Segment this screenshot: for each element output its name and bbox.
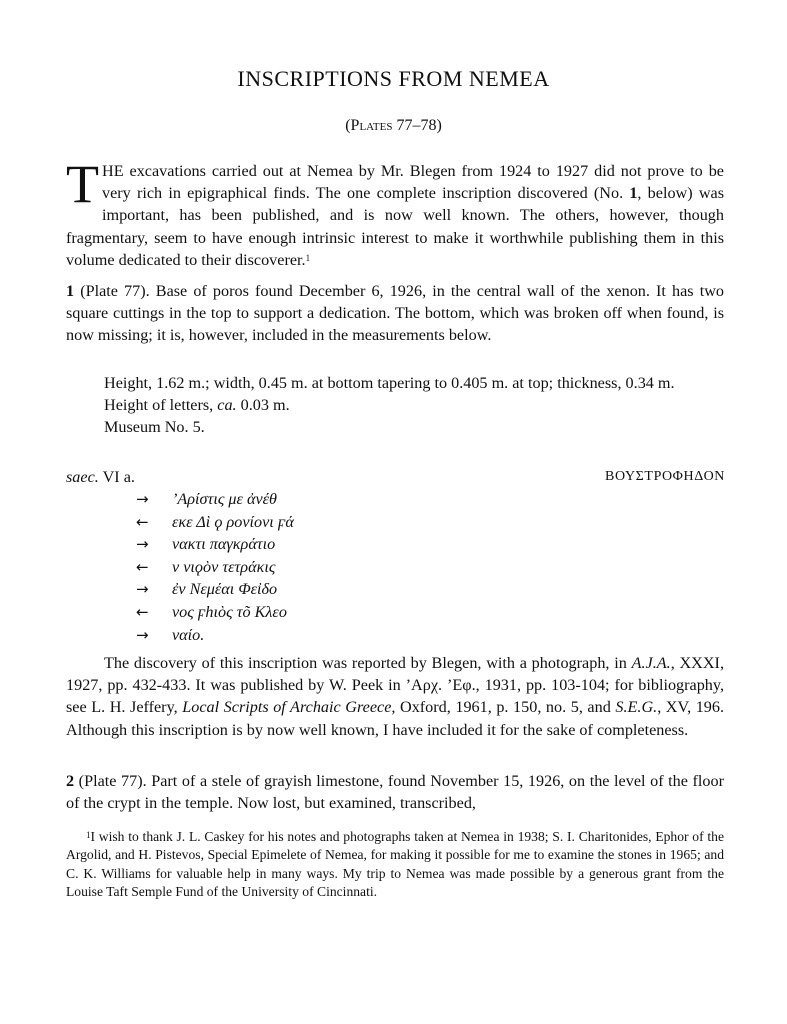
intro-text-a: HE excavations carried out at Nemea by Mr. Blegen from 1924 to 1927 did not prove to be very rich in epigraphical finds. The one complete inscription discovered (No.	[102, 162, 724, 203]
intro-paragraph	[66, 154, 724, 271]
entry-1-paragraph	[66, 280, 724, 347]
greek-text: εκε Δὶ ϙ ρονίονι ϝά	[172, 512, 294, 531]
discovery-text-d: Oxford, 1961, p. 150, no. 5, and	[395, 698, 616, 717]
greek-text: ν νιϙὸν τετράκις	[172, 557, 276, 576]
inscription-line	[136, 624, 294, 647]
inscription-line	[136, 556, 294, 579]
footnote-text: I wish to thank J. L. Caskey for his notes and photographs taken at Nemea in 1938; S. I. Charitonides, Ephor of the Argolid, and H. Pistevos, Special Epimelete of Nemea, for making it possible for me to examine the stones in 1965; and C. K. Williams for valuable help in many ways. My trip to Nemea was made possible by a generous grant from the Louise Taft Semple Fund of the University of Cincinnati.	[66, 829, 724, 900]
greek-text: νος ϝhιὸς τõ Κλεο	[172, 602, 287, 621]
museum-line: Museum No. 5.	[104, 418, 205, 437]
discovery-paragraph	[66, 652, 724, 741]
saec-abbrev: saec.	[66, 468, 99, 486]
intro-number: 1	[629, 184, 638, 203]
drop-cap: T	[66, 154, 99, 214]
citation-seg: S.E.G.	[615, 698, 658, 717]
entry-1-text: (Plate 77). Base of poros found December 6, 1926, in the central wall of the xenon. It has two square cuttings in the top to support a dedication. The bottom, which was broken off when found, is now missing; it is, however, included in the measurements below.	[66, 282, 724, 345]
plates-open: (	[345, 117, 351, 134]
plates-range: 77–78)	[396, 117, 442, 134]
discovery-text-a: The discovery of this inscription was reported by Blegen, with a photograph, in	[104, 654, 632, 672]
entry-1-measurements	[104, 372, 724, 439]
citation-aja: A.J.A.	[631, 654, 671, 672]
letters-text-b: 0.03 m.	[236, 396, 290, 415]
greek-text: νακτι παγκράτιο	[172, 535, 276, 554]
direction-arrow-icon: ←	[136, 602, 149, 621]
discovery-text-c: , 1931, pp. 103-104; for bibliography, see L. H. Jeffery,	[66, 676, 724, 717]
boustrophedon-label: ΒΟΥΣΤΡΟΦΗΔΟΝ	[605, 469, 725, 484]
date-label	[66, 466, 135, 488]
greek-text: ἐν Νεμέαι Φεἰδο	[172, 580, 278, 599]
discovery-text-b: , XXXI, 1927, pp. 432-433. It was published by W. Peek in	[66, 654, 724, 695]
entry-2-paragraph	[66, 770, 724, 814]
entry-1-number: 1	[66, 282, 75, 300]
inscription-line	[136, 488, 294, 511]
plates-reference	[0, 116, 787, 136]
greek-text: ʼΑρίστις με ἀνέθ	[172, 490, 277, 508]
discovery-text-e: , XV, 196. Although this inscription is by now well known, I have included it for the sake of completeness.	[66, 698, 725, 739]
entry-2-text: (Plate 77). Part of a stele of grayish limestone, found November 15, 1926, on the level of the floor of the crypt in the temple. Now lost, but examined, transcribed,	[66, 772, 724, 813]
direction-arrow-icon: →	[136, 535, 149, 554]
citation-arch-eph: ʼΑρχ. ʼΕφ.	[405, 676, 476, 695]
inscription-line	[136, 511, 294, 534]
plates-label: Plates	[350, 117, 393, 134]
footnote	[66, 828, 724, 902]
height-line: Height, 1.62 m.; width, 0.45 m. at bottom tapering to 0.405 m. at top; thickness, 0.34 m.	[104, 374, 675, 392]
letters-text-a: Height of letters,	[104, 396, 218, 415]
direction-arrow-icon: →	[136, 625, 149, 644]
inscription-line	[136, 533, 294, 556]
greek-text: ναίο.	[172, 625, 205, 644]
footnote-mark: 1	[305, 252, 311, 263]
citation-lsag: Local Scripts of Archaic Greece,	[182, 698, 396, 717]
direction-arrow-icon: ←	[136, 512, 149, 531]
direction-arrow-icon: →	[136, 580, 149, 599]
page-title: INSCRIPTIONS FROM NEMEA	[237, 66, 550, 91]
entry-2-number: 2	[66, 772, 75, 790]
intro-text-b: , below) was important, has been published, and is now well known. The others, however, though fragmentary, seem to have enough intrinsic interest to make it worthwhile publishing them in this volume dedicated to their discoverer.	[66, 184, 724, 269]
footnote-number: 1	[86, 830, 91, 840]
saec-value: VI a.	[98, 468, 135, 486]
letters-height-line	[104, 394, 724, 416]
direction-arrow-icon: ←	[136, 557, 149, 576]
inscription-line	[136, 578, 294, 601]
direction-arrow-icon: →	[136, 490, 149, 508]
inscription-lines	[136, 488, 294, 646]
letters-circa: ca.	[217, 396, 237, 415]
inscription-line	[136, 601, 294, 624]
